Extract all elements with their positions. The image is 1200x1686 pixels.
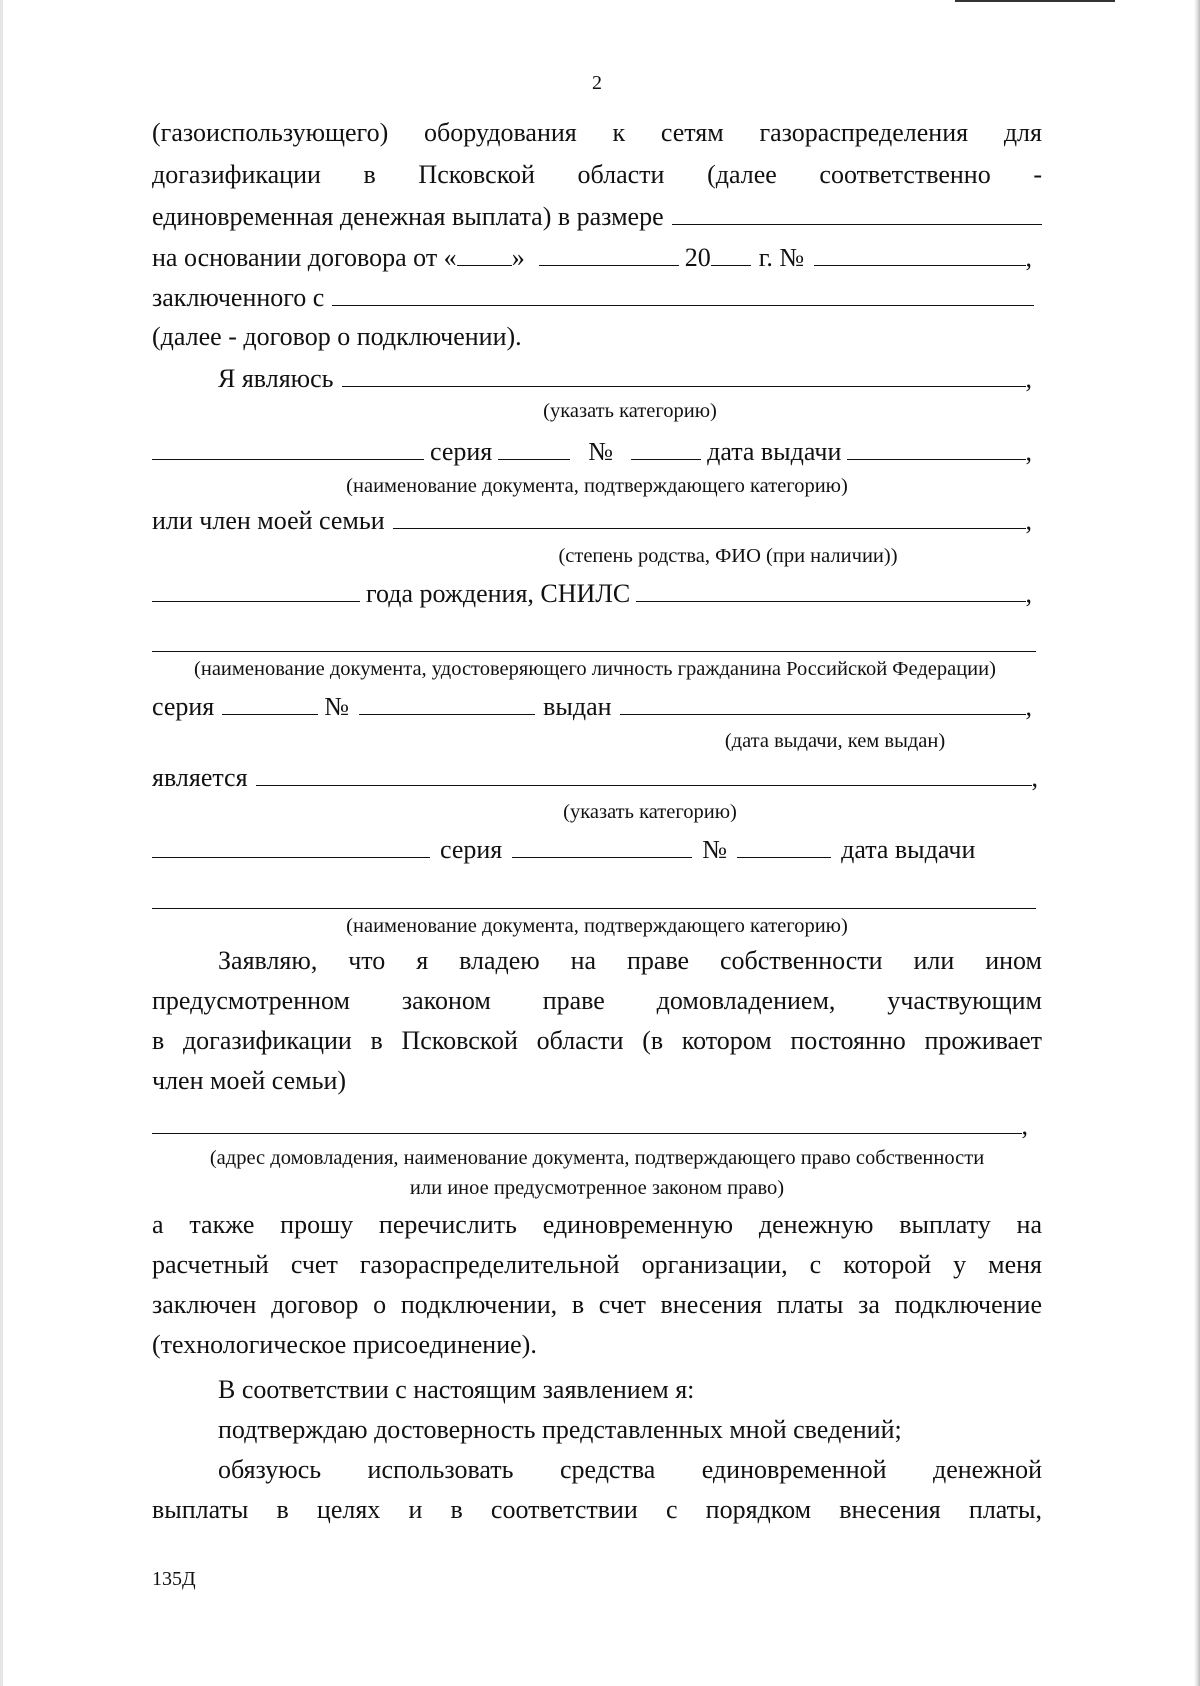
contract-year-field[interactable] bbox=[711, 241, 751, 266]
member-doc-name-field[interactable] bbox=[152, 833, 430, 858]
label: или член моей семьи bbox=[152, 506, 385, 535]
birth-snils-line bbox=[152, 577, 1042, 610]
category-doc-line bbox=[152, 435, 1042, 468]
paragraph-line: выплаты в целях и в соответствии с порядком внесения платы, bbox=[152, 1495, 1042, 1524]
page-number: 2 bbox=[592, 72, 602, 94]
passport-series-field[interactable] bbox=[222, 690, 318, 715]
member-category-doc-line bbox=[152, 833, 1042, 866]
paragraph-line: предусмотренном законом праве домовладением, участвующим bbox=[152, 986, 1042, 1015]
label: заключенного с bbox=[152, 283, 325, 312]
label: № bbox=[588, 437, 614, 466]
caption: (степень родства, ФИО (при наличии)) bbox=[558, 545, 898, 567]
is-category-line bbox=[152, 761, 1042, 794]
contract-month-field[interactable] bbox=[539, 241, 679, 266]
address-line bbox=[152, 1109, 1042, 1142]
category-field[interactable] bbox=[342, 362, 1026, 387]
snils-field[interactable] bbox=[636, 577, 1025, 602]
label: является bbox=[152, 763, 248, 792]
member-doc-date-field[interactable] bbox=[152, 884, 1036, 909]
member-doc-series-field[interactable] bbox=[512, 833, 692, 858]
label: серия bbox=[430, 437, 493, 466]
label: года рождения, СНИЛС bbox=[366, 579, 631, 608]
label: серия bbox=[152, 692, 215, 721]
label: дата выдачи bbox=[707, 437, 842, 466]
category-doc-date-field[interactable] bbox=[847, 435, 1025, 460]
passport-line bbox=[152, 690, 1042, 723]
label: серия bbox=[440, 835, 503, 864]
family-member-field[interactable] bbox=[393, 504, 1026, 529]
paragraph-line: обязуюсь использовать средства единовременной денежной bbox=[218, 1455, 1042, 1484]
paragraph-line: заключен договор о подключении, в счет внесения платы за подключение bbox=[152, 1290, 1042, 1319]
contract-line bbox=[152, 241, 1042, 274]
label: » bbox=[511, 243, 525, 272]
contract-number-field[interactable] bbox=[814, 241, 1025, 266]
paragraph-line: расчетный счет газораспределительной организации, с которой у меня bbox=[152, 1250, 1042, 1279]
comma: , bbox=[1025, 692, 1032, 721]
text-line: догазификации в Псковской области (далее соответственно - bbox=[152, 160, 1042, 189]
label: № bbox=[702, 835, 728, 864]
caption: или иное предусмотренное законом право) bbox=[409, 1177, 785, 1199]
passport-number-field[interactable] bbox=[359, 690, 535, 715]
label: Я являюсь bbox=[218, 364, 334, 393]
caption: (наименование документа, подтверждающего категорию) bbox=[346, 475, 848, 497]
label: № bbox=[324, 692, 350, 721]
amount-field[interactable] bbox=[672, 200, 1042, 225]
caption: (адрес домовладения, наименование документа, подтверждающего право собственности bbox=[209, 1147, 985, 1169]
caption: (указать категорию) bbox=[543, 400, 717, 422]
comma: , bbox=[1025, 364, 1032, 393]
paragraph-line: член моей семьи) bbox=[152, 1066, 347, 1095]
comma: , bbox=[1025, 579, 1032, 608]
contractor-field[interactable] bbox=[332, 281, 1034, 306]
paragraph-line: в догазификации в Псковской области (в котором постоянно проживает bbox=[152, 1026, 1042, 1055]
caption: (указать категорию) bbox=[563, 801, 737, 823]
contractor-line bbox=[152, 281, 1042, 314]
passport-issued-field[interactable] bbox=[620, 690, 1026, 715]
member-doc-date-line bbox=[152, 884, 1042, 909]
top-rule bbox=[955, 0, 1115, 2]
caption: (наименование документа, удостоверяющего личность гражданина Российской Федерации) bbox=[194, 658, 996, 680]
text-line: (далее - договор о подключении). bbox=[152, 322, 522, 351]
category-doc-number-field[interactable] bbox=[631, 435, 701, 460]
identity-doc-line bbox=[152, 627, 1042, 652]
label: выдан bbox=[543, 692, 612, 721]
category-line bbox=[218, 362, 1042, 395]
member-doc-number-field[interactable] bbox=[737, 833, 831, 858]
footer-code: 135Д bbox=[152, 1568, 196, 1590]
scan-edge-left bbox=[0, 0, 3, 1686]
amount-line bbox=[152, 200, 1042, 233]
label: г. № bbox=[758, 243, 805, 272]
label: 20 bbox=[684, 243, 711, 272]
category-doc-name-field[interactable] bbox=[152, 435, 424, 460]
family-line bbox=[152, 504, 1042, 537]
label: единовременная денежная выплата) в размере bbox=[152, 202, 664, 231]
comma: , bbox=[1025, 437, 1032, 466]
contract-day-field[interactable] bbox=[457, 241, 512, 266]
label: дата выдачи bbox=[841, 835, 976, 864]
caption: (наименование документа, подтверждающего категорию) bbox=[346, 915, 848, 937]
paragraph-line: В соответствии с настоящим заявлением я: bbox=[218, 1375, 695, 1404]
caption: (дата выдачи, кем выдан) bbox=[724, 730, 946, 752]
comma: , bbox=[1021, 1111, 1028, 1140]
comma: , bbox=[1025, 506, 1032, 535]
scan-edge-right bbox=[1194, 0, 1200, 1686]
category-doc-series-field[interactable] bbox=[498, 435, 570, 460]
paragraph-line: подтверждаю достоверность представленных мной сведений; bbox=[218, 1415, 902, 1444]
label: на основании договора от « bbox=[152, 243, 457, 272]
paragraph-line: а также прошу перечислить единовременную денежную выплату на bbox=[152, 1210, 1042, 1239]
text-line: (газоиспользующего) оборудования к сетям газораспределения для bbox=[152, 118, 1042, 147]
paragraph-line: (технологическое присоединение). bbox=[152, 1330, 537, 1359]
address-field[interactable] bbox=[152, 1109, 1022, 1134]
member-category-field[interactable] bbox=[256, 761, 1032, 786]
comma: , bbox=[1025, 243, 1032, 272]
birth-year-field[interactable] bbox=[152, 577, 360, 602]
paragraph-line: Заявляю, что я владею на праве собственности или ином bbox=[218, 946, 1042, 975]
comma: , bbox=[1031, 763, 1038, 792]
identity-doc-field[interactable] bbox=[152, 627, 1036, 652]
